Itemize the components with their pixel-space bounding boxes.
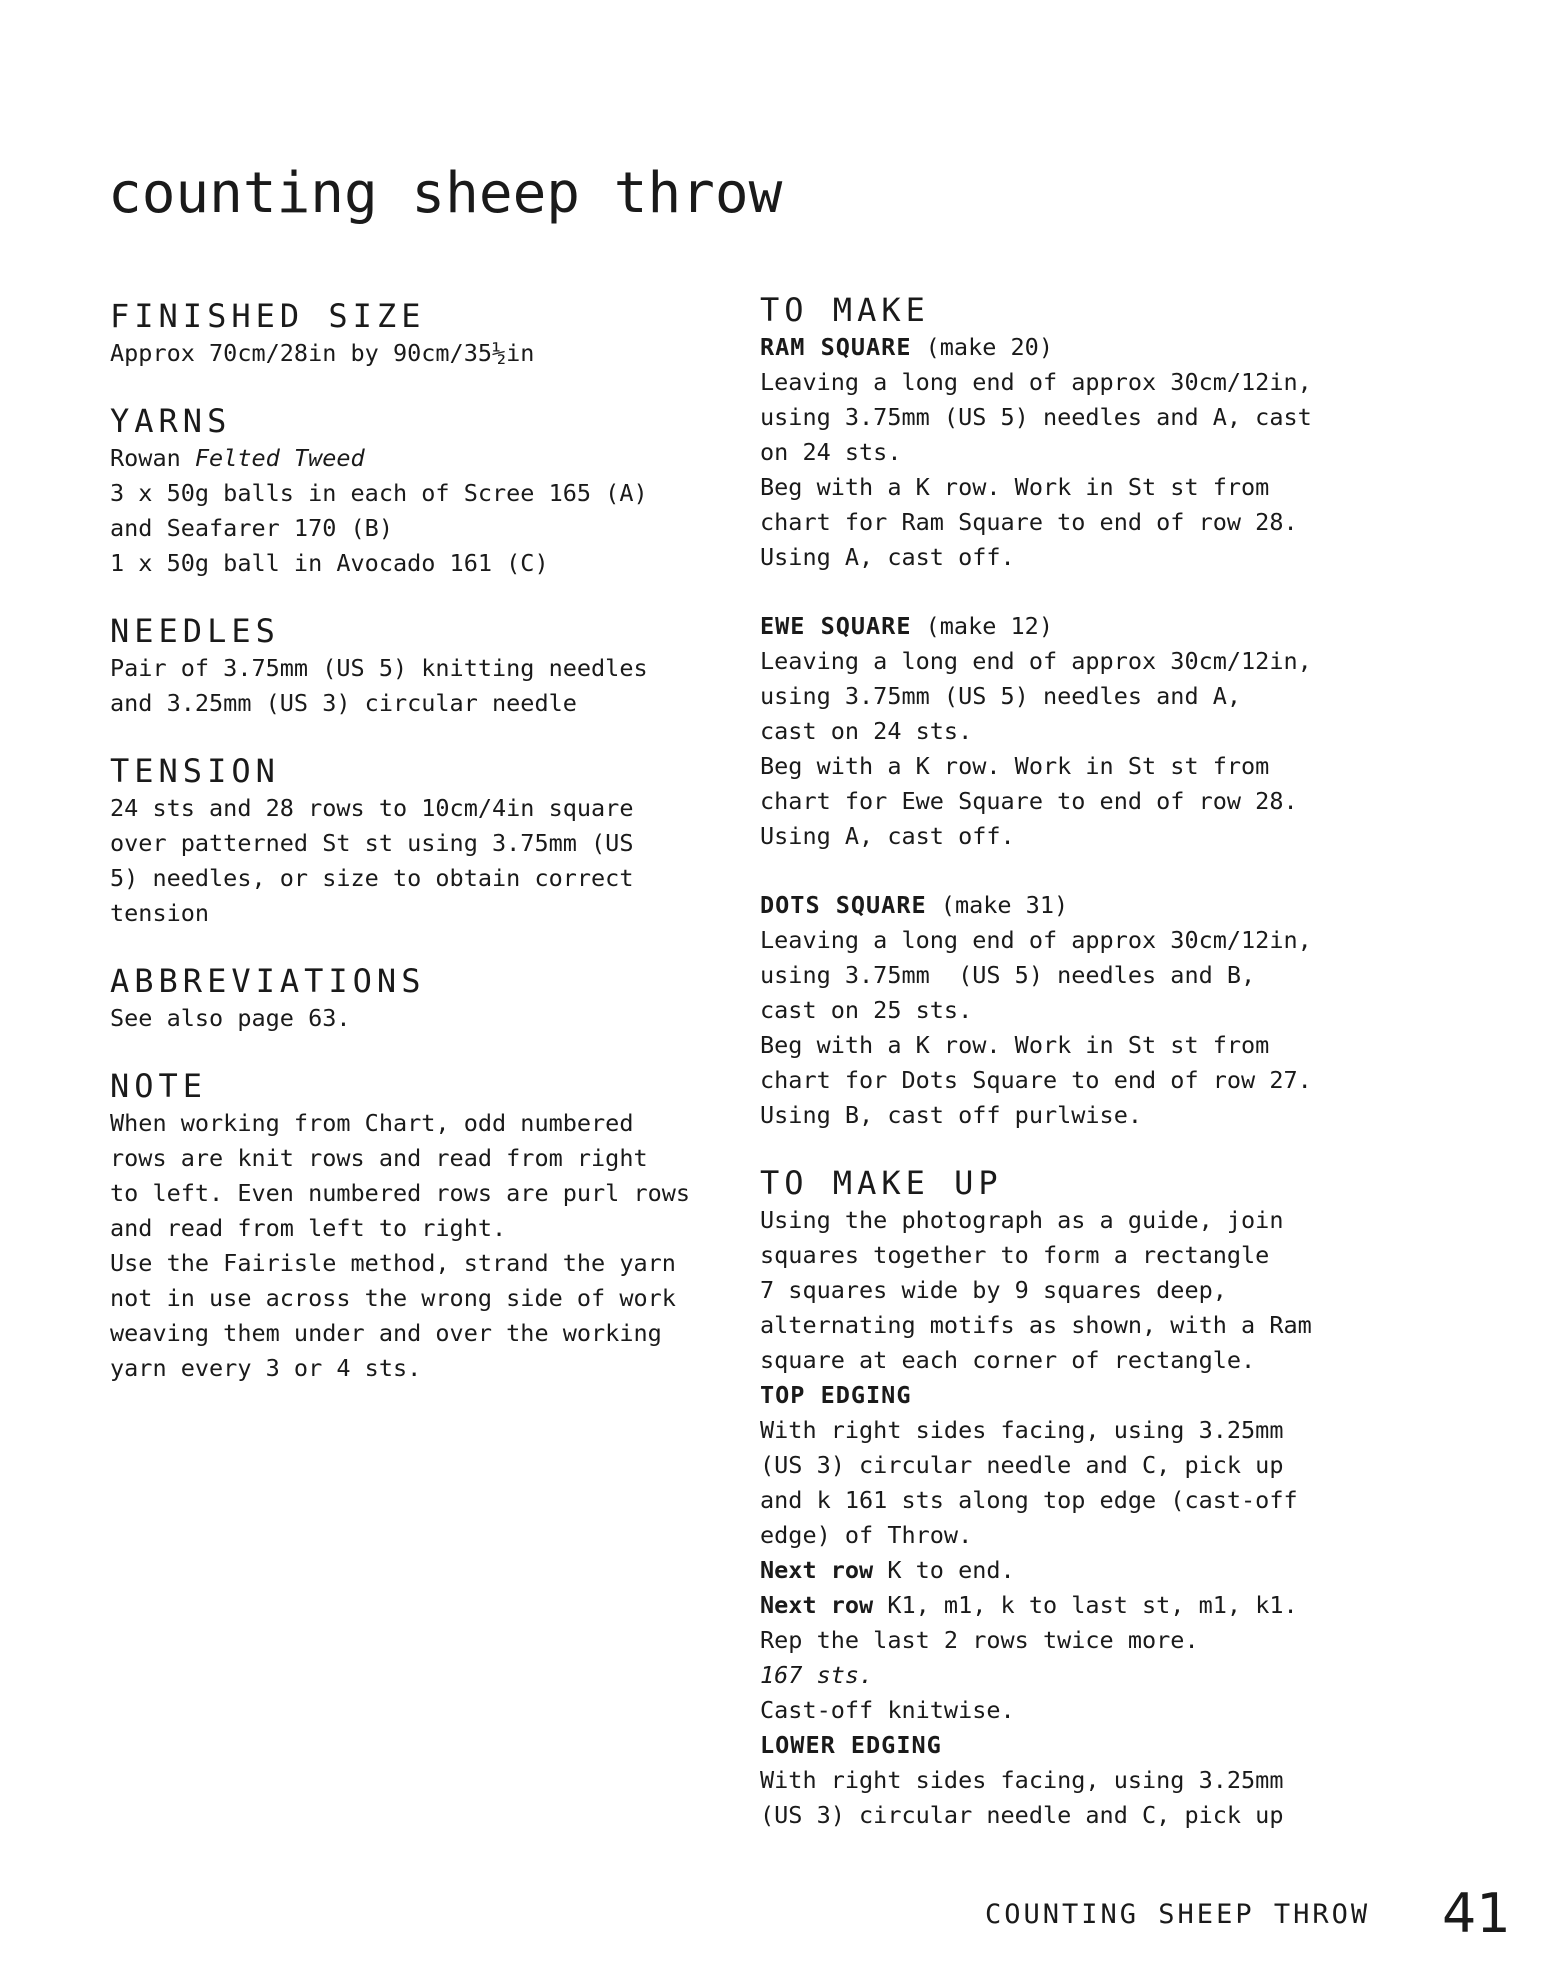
text-line: Use the Fairisle method, strand the yarn bbox=[110, 1249, 676, 1277]
text-line: yarn every 3 or 4 sts. bbox=[110, 1354, 422, 1382]
text-line: chart for Dots Square to end of row 27. bbox=[760, 1066, 1312, 1094]
text-line: With right sides facing, using 3.25mm bbox=[760, 1416, 1284, 1444]
cast-off-line: Cast-off knitwise. bbox=[760, 1696, 1015, 1724]
dots-square-block bbox=[760, 888, 1360, 1133]
text-line: weaving them under and over the working bbox=[110, 1319, 662, 1347]
yarn-brand: Rowan bbox=[110, 444, 181, 472]
next-row-line-1 bbox=[760, 1553, 1360, 1588]
text-line: using 3.75mm (US 5) needles and B, bbox=[760, 961, 1256, 989]
ewe-square-block bbox=[760, 609, 1360, 854]
lower-edging-title: LOWER EDGING bbox=[760, 1731, 942, 1759]
text-line: cast on 25 sts. bbox=[760, 996, 973, 1024]
text-line: alternating motifs as shown, with a Ram bbox=[760, 1311, 1312, 1339]
left-column bbox=[110, 296, 750, 1386]
text-line: Using A, cast off. bbox=[760, 822, 1015, 850]
dots-square-count: (make 31) bbox=[940, 891, 1069, 919]
text-line: (US 3) circular needle and C, pick up bbox=[760, 1451, 1284, 1479]
text-line: square at each corner of rectangle. bbox=[760, 1346, 1256, 1374]
heading-needles: NEEDLES bbox=[110, 612, 280, 650]
ram-square-count: (make 20) bbox=[925, 333, 1053, 361]
text-line: chart for Ewe Square to end of row 28. bbox=[760, 787, 1298, 815]
ram-square-block bbox=[760, 330, 1360, 575]
next-row-label: Next row bbox=[760, 1591, 874, 1619]
heading-tension: TENSION bbox=[110, 752, 280, 790]
text-line: on 24 sts. bbox=[760, 438, 902, 466]
ram-square-title-line bbox=[760, 330, 1360, 365]
section-note bbox=[110, 1066, 750, 1386]
ewe-square-title-line bbox=[760, 609, 1360, 644]
next-row-label: Next row bbox=[760, 1556, 874, 1584]
text-line: Using A, cast off. bbox=[760, 543, 1015, 571]
text-line: (US 3) circular needle and C, pick up bbox=[760, 1801, 1284, 1829]
section-abbreviations bbox=[110, 961, 750, 1036]
next-row-line-2 bbox=[760, 1588, 1360, 1623]
next-row-instruction: K1, m1, k to last st, m1, k1. bbox=[887, 1591, 1298, 1619]
text-line: Beg with a K row. Work in St st from bbox=[760, 473, 1270, 501]
text-line: 24 sts and 28 rows to 10cm/4in square bbox=[110, 794, 634, 822]
text-line: cast on 24 sts. bbox=[760, 717, 973, 745]
dots-square-title: DOTS SQUARE bbox=[760, 891, 927, 919]
ewe-square-title: EWE SQUARE bbox=[760, 612, 912, 640]
text-line: edge) of Throw. bbox=[760, 1521, 973, 1549]
ram-square-title: RAM SQUARE bbox=[760, 333, 912, 361]
heading-to-make-up: TO MAKE UP bbox=[760, 1164, 1003, 1202]
section-to-make bbox=[760, 290, 1360, 1133]
text-line: Leaving a long end of approx 30cm/12in, bbox=[760, 368, 1312, 396]
text-line: using 3.75mm (US 5) needles and A, cast bbox=[760, 403, 1312, 431]
text-line: Beg with a K row. Work in St st from bbox=[760, 1031, 1270, 1059]
next-row-instruction: K to end. bbox=[887, 1556, 1015, 1584]
text-line: 5) needles, or size to obtain correct bbox=[110, 864, 634, 892]
text-line: See also page 63. bbox=[110, 1004, 351, 1032]
heading-yarns: YARNS bbox=[110, 402, 232, 440]
heading-finished-size: FINISHED SIZE bbox=[110, 297, 426, 335]
text-line: and Seafarer 170 (B) bbox=[110, 514, 393, 542]
text-line: Beg with a K row. Work in St st from bbox=[760, 752, 1270, 780]
text-line: When working from Chart, odd numbered bbox=[110, 1109, 634, 1137]
text-line: over patterned St st using 3.75mm (US bbox=[110, 829, 634, 857]
page-number: 41 bbox=[1442, 1882, 1511, 1945]
text-line: and 3.25mm (US 3) circular needle bbox=[110, 689, 577, 717]
page-title: counting sheep throw bbox=[108, 161, 783, 226]
text-line: Using B, cast off purlwise. bbox=[760, 1101, 1143, 1129]
heading-to-make: TO MAKE bbox=[760, 291, 930, 329]
text-line: and k 161 sts along top edge (cast-off bbox=[760, 1486, 1298, 1514]
text-line: rows are knit rows and read from right bbox=[110, 1144, 648, 1172]
section-tension bbox=[110, 751, 750, 931]
text-line: tension bbox=[110, 899, 210, 927]
yarn-name: Felted Tweed bbox=[194, 444, 365, 472]
heading-abbreviations: ABBREVIATIONS bbox=[110, 962, 426, 1000]
text-line: 3 x 50g balls in each of Scree 165 (A) bbox=[110, 479, 648, 507]
text-line: Leaving a long end of approx 30cm/12in, bbox=[760, 926, 1312, 954]
text-line: 7 squares wide by 9 squares deep, bbox=[760, 1276, 1227, 1304]
text-line: squares together to form a rectangle bbox=[760, 1241, 1270, 1269]
dots-square-title-line bbox=[760, 888, 1360, 923]
section-yarns bbox=[110, 401, 750, 581]
footer-label: COUNTING SHEEP THROW bbox=[985, 1899, 1371, 1930]
text-line: Using the photograph as a guide, join bbox=[760, 1206, 1284, 1234]
text-line: Leaving a long end of approx 30cm/12in, bbox=[760, 647, 1312, 675]
text-line: 1 x 50g ball in Avocado 161 (C) bbox=[110, 549, 549, 577]
stitch-count-line: 167 sts. bbox=[760, 1661, 874, 1689]
ewe-square-count: (make 12) bbox=[925, 612, 1053, 640]
repeat-line: Rep the last 2 rows twice more. bbox=[760, 1626, 1199, 1654]
text-line: Pair of 3.75mm (US 5) knitting needles bbox=[110, 654, 648, 682]
section-needles bbox=[110, 611, 750, 721]
text-line: With right sides facing, using 3.25mm bbox=[760, 1766, 1284, 1794]
text-line: using 3.75mm (US 5) needles and A, bbox=[760, 682, 1242, 710]
text-line: to left. Even numbered rows are purl rows bbox=[110, 1179, 691, 1207]
right-column bbox=[760, 290, 1360, 1833]
yarn-brand-line bbox=[110, 441, 750, 476]
text-line: and read from left to right. bbox=[110, 1214, 507, 1242]
text-line: not in use across the wrong side of work bbox=[110, 1284, 676, 1312]
heading-note: NOTE bbox=[110, 1067, 208, 1105]
section-to-make-up bbox=[760, 1163, 1360, 1833]
top-edging-title: TOP EDGING bbox=[760, 1381, 912, 1409]
text-line: Approx 70cm/28in by 90cm/35½in bbox=[110, 339, 535, 367]
text-line: chart for Ram Square to end of row 28. bbox=[760, 508, 1298, 536]
section-finished-size bbox=[110, 296, 750, 371]
